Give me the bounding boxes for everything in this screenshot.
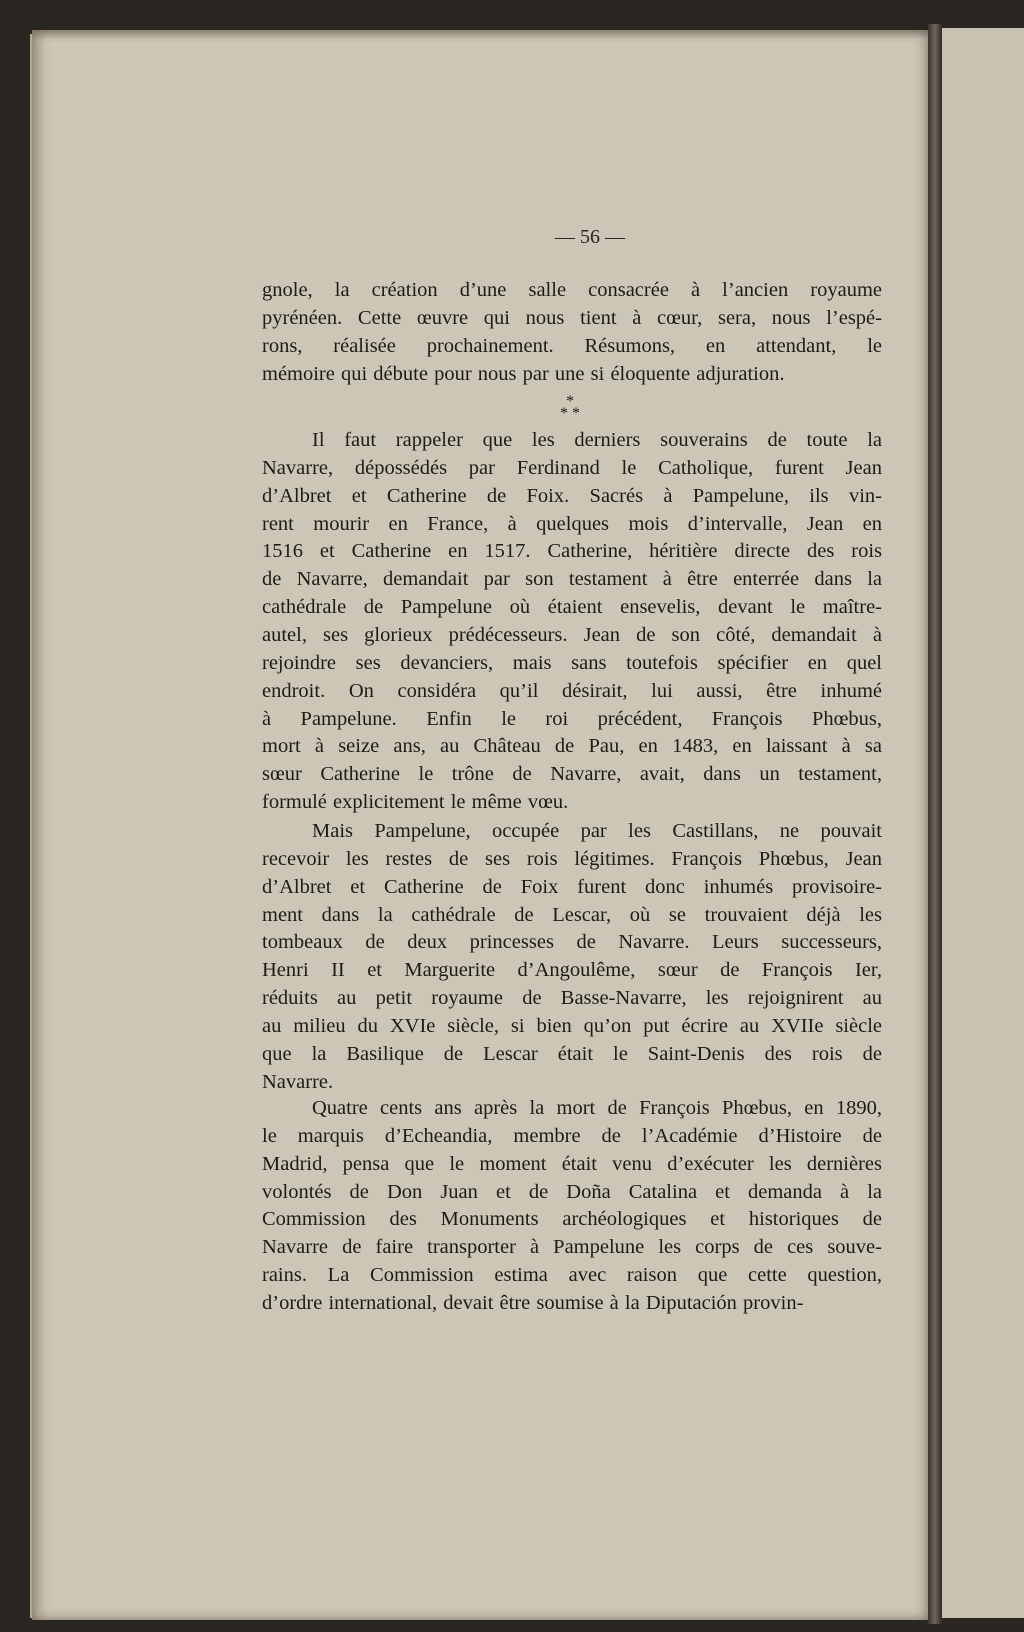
text-line: cathédrale de Pampelune où étaient ensevelis, devant le maître- xyxy=(262,596,882,619)
text-line: Navarre, dépossédés par Ferdinand le Catholique, furent Jean xyxy=(262,456,882,479)
text-line: mémoire qui débute pour nous par une si éloquente adjuration. xyxy=(262,362,785,385)
text-line: d’Albret et Catherine de Foix furent donc inhumés provisoire- xyxy=(262,875,882,898)
text-line: d’Albret et Catherine de Foix. Sacrés à Pampelune, ils vin- xyxy=(262,484,882,507)
text-line: volontés de Don Juan et de Doña Catalina et demanda à la xyxy=(262,1180,882,1203)
book-spine xyxy=(928,24,942,1624)
text-line: recevoir les restes de ses rois légitimes. François Phœbus, Jean xyxy=(262,847,882,870)
page-number: — 56 — xyxy=(555,226,625,248)
text-line: sœur Catherine le trône de Navarre, avait, dans un testament, xyxy=(262,763,882,786)
text-line: rejoindre ses devanciers, mais sans toutefois spécifier en quel xyxy=(262,651,882,674)
text-line: ment dans la cathédrale de Lescar, où se trouvaient déjà les xyxy=(262,903,882,926)
text-line: à Pampelune. Enfin le roi précédent, François Phœbus, xyxy=(262,707,882,730)
text-line: Il faut rappeler que les derniers souverains de toute la xyxy=(312,429,882,451)
text-line: Henri II et Marguerite d’Angoulême, sœur de François Ier, xyxy=(262,959,882,982)
section-separator-top: * xyxy=(566,393,574,410)
text-line: rent mourir en France, à quelques mois d’intervalle, Jean en xyxy=(262,512,882,535)
text-line: gnole, la création d’une salle consacrée à l’ancien royaume xyxy=(262,279,882,301)
text-line: que la Basilique de Lescar était le Saint-Denis des rois de xyxy=(262,1042,882,1065)
text-line: de Navarre, demandait par son testament à être enterrée dans la xyxy=(262,568,882,591)
text-line: tombeaux de deux princesses de Navarre. Leurs successeurs, xyxy=(262,931,882,954)
text-line: 1516 et Catherine en 1517. Catherine, héritière directe des rois xyxy=(262,540,882,563)
text-line: réduits au petit royaume de Basse-Navarre, les rejoignirent au xyxy=(262,987,882,1010)
text-line: endroit. On considéra qu’il désirait, lui aussi, être inhumé xyxy=(262,679,882,702)
section-separator-bottom: * * xyxy=(560,405,580,422)
text-line: mort à seize ans, au Château de Pau, en 1483, en laissant à sa xyxy=(262,735,882,758)
text-line: pyrénéen. Cette œuvre qui nous tient à cœur, sera, nous l’espé- xyxy=(262,306,882,329)
text-line: Madrid, pensa que le moment était venu d’exécuter les dernières xyxy=(262,1152,882,1175)
text-line: Commission des Monuments archéologiques et historiques de xyxy=(262,1208,882,1231)
text-line: d’ordre international, devait être soumise à la Diputación provin- xyxy=(262,1291,804,1314)
text-line: rons, réalisée prochainement. Résumons, en attendant, le xyxy=(262,334,882,357)
text-line: Mais Pampelune, occupée par les Castillans, ne pouvait xyxy=(312,820,882,842)
text-line: au milieu du XVIe siècle, si bien qu’on put écrire au XVIIe siècle xyxy=(262,1014,882,1037)
text-line: Navarre de faire transporter à Pampelune les corps de ces souve- xyxy=(262,1236,882,1259)
text-line: formulé explicitement le même vœu. xyxy=(262,791,569,814)
facing-page xyxy=(942,28,1024,1618)
text-line: autel, ses glorieux prédécesseurs. Jean de son côté, demandait à xyxy=(262,623,882,646)
text-line: le marquis d’Echeandia, membre de l’Académie d’Histoire de xyxy=(262,1124,882,1147)
text-line: Quatre cents ans après la mort de François Phœbus, en 1890, xyxy=(312,1097,882,1119)
text-line: Navarre. xyxy=(262,1070,334,1093)
text-line: rains. La Commission estima avec raison que cette question, xyxy=(262,1264,882,1287)
